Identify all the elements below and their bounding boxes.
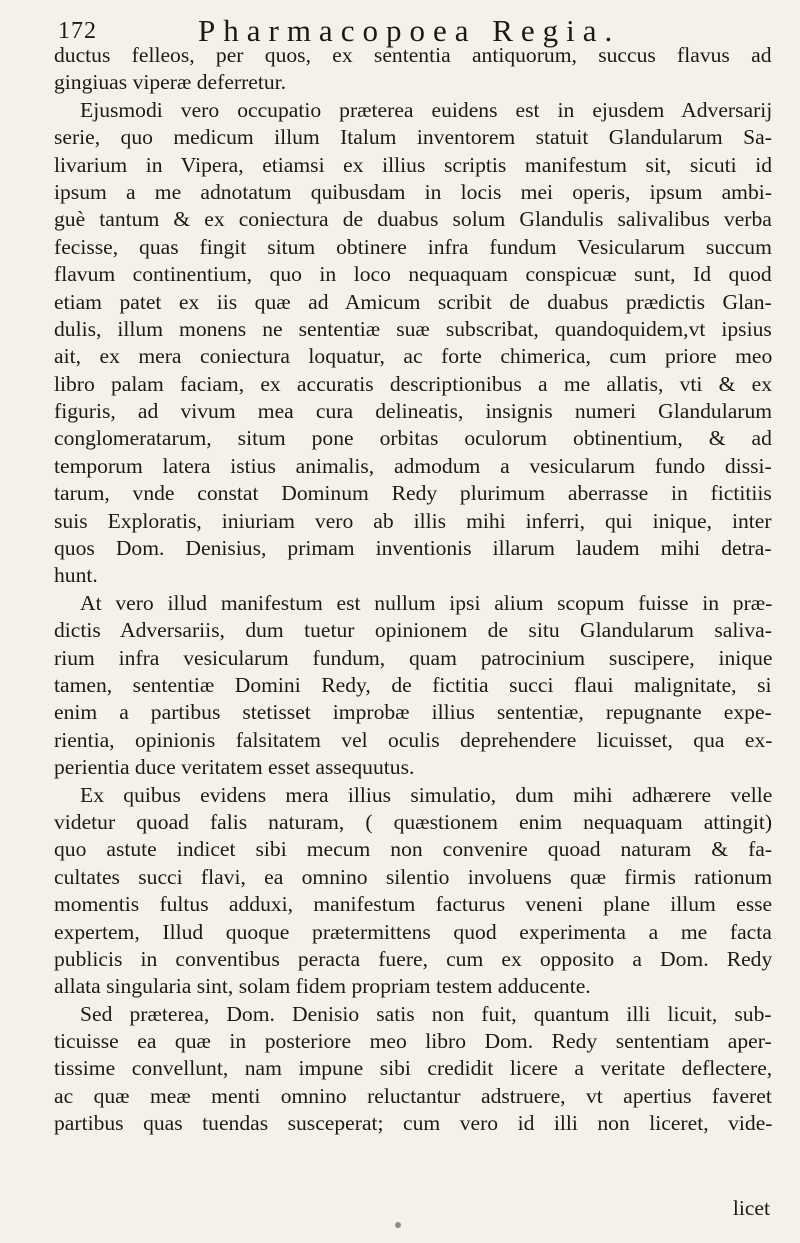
text-line: dictis Adversariis, dum tuetur opinionem de situ Glandularum saliva- xyxy=(54,618,772,643)
body-text xyxy=(54,42,772,1138)
text-line: suis Exploratis, iniuriam vero ab illis mihi inferri, qui inique, inter xyxy=(54,508,772,533)
text-line: videtur quoad falis naturam, ( quæstionem enim nequaquam attingit) xyxy=(54,809,772,834)
text-line: Ex quibus evidens mera illius simulatio, dum mihi adhærere velle xyxy=(80,782,772,807)
text-line: enim a partibus stetisset improbæ illius sententiæ, repugnante expe- xyxy=(54,700,772,725)
text-line: tarum, vnde constat Dominum Redy plurimum aberrasse in fictitiis xyxy=(54,481,772,506)
running-title: Pharmacopoea Regia. xyxy=(198,13,621,48)
text-line: ductus felleos, per quos, ex sententia antiquorum, succus flavus ad xyxy=(54,43,772,67)
page-number: 172 xyxy=(58,18,97,44)
text-line: ait, ex mera coniectura loquatur, ac forte chimerica, cum priore meo xyxy=(54,344,772,369)
text-line: temporum latera istius animalis, admodum a vesicularum fundo dissi- xyxy=(54,453,772,478)
text-line: livarium in Vipera, etiamsi ex illius scriptis manifestum sit, sicuti id xyxy=(54,152,772,177)
text-line: expertem, Illud quoque prætermittens quod experimenta a me facta xyxy=(54,919,772,944)
text-line: quos Dom. Denisius, primam inventionis illarum laudem mihi detra- xyxy=(54,536,772,561)
text-line: conglomeratarum, situm pone orbitas oculorum obtinentium, & ad xyxy=(54,426,772,451)
text-line: ipsum a me adnotatum quibusdam in locis mei operis, ipsum ambi- xyxy=(54,179,772,204)
text-line: libro palam faciam, ex accuratis descriptionibus a me allatis, vti & ex xyxy=(54,371,772,396)
text-line: guè tantum & ex coniectura de duabus solum Glandulis salivalibus verba xyxy=(54,207,772,232)
text-line: serie, quo medicum illum Italum inventorem statuit Glandularum Sa- xyxy=(54,125,772,150)
text-line: flavum continentium, quo in loco nequaquam conspicuæ sunt, Id quod xyxy=(54,262,772,287)
text-line: momentis fultus adduxi, manifestum facturus veneni plane illum esse xyxy=(54,892,772,917)
text-line: partibus quas tuendas susceperat; cum vero id illi non liceret, vide- xyxy=(54,1111,772,1136)
text-line: fecisse, quas fingit situm obtinere infra fundum Vesicularum succum xyxy=(54,234,772,259)
text-line: At vero illud manifestum est nullum ipsi alium scopum fuisse in præ- xyxy=(80,590,772,615)
text-line: quo astute indicet sibi mecum non convenire quoad naturam & fa- xyxy=(54,837,772,862)
text-line: tissime convellunt, nam impune sibi credidit licere a veritate deflectere, xyxy=(54,1056,772,1081)
text-line: ac quæ meæ menti omnino reluctantur adstruere, vt apertius faveret xyxy=(54,1083,772,1108)
text-line: ticuisse ea quæ in posteriore meo libro Dom. Redy sententiam aper- xyxy=(54,1029,772,1054)
text-line: publicis in conventibus peracta fuere, cum ex opposito a Dom. Redy xyxy=(54,946,772,971)
text-line: allata singularia sint, solam fidem propriam testem adducente. xyxy=(54,974,591,999)
text-line: perientia duce veritatem esset assequutus. xyxy=(54,755,415,780)
text-line: figuris, ad vivum mea cura delineatis, insignis numeri Glandularum xyxy=(54,399,772,424)
text-line: etiam patet ex iis quæ ad Amicum scribit de duabus prædictis Glan- xyxy=(54,289,772,314)
text-line: rium infra vesicularum fundum, quam patrocinium suscipere, inique xyxy=(54,645,772,670)
text-line: cultates succi flavi, ea omnino silentio involuens quæ firmis rationum xyxy=(54,864,772,889)
text-line: dulis, illum monens ne sententiæ suæ subscribat, quandoquidem,vt ipsius xyxy=(54,316,772,341)
text-line: hunt. xyxy=(54,563,98,588)
ink-blot xyxy=(395,1222,401,1228)
catchword: licet xyxy=(732,1196,770,1220)
text-line: rientia, opinionis falsitatem vel oculis deprehendere licuisset, qua ex- xyxy=(54,727,772,752)
text-line: Sed præterea, Dom. Denisio satis non fuit, quantum illi licuit, sub- xyxy=(80,1001,772,1026)
text-line: tamen, sententiæ Domini Redy, de fictitia succi flaui malignitate, si xyxy=(54,672,772,697)
text-line: gingiuas viperæ deferretur. xyxy=(54,70,287,95)
text-line: Ejusmodi vero occupatio præterea euidens est in ejusdem Adversarij xyxy=(80,97,772,122)
